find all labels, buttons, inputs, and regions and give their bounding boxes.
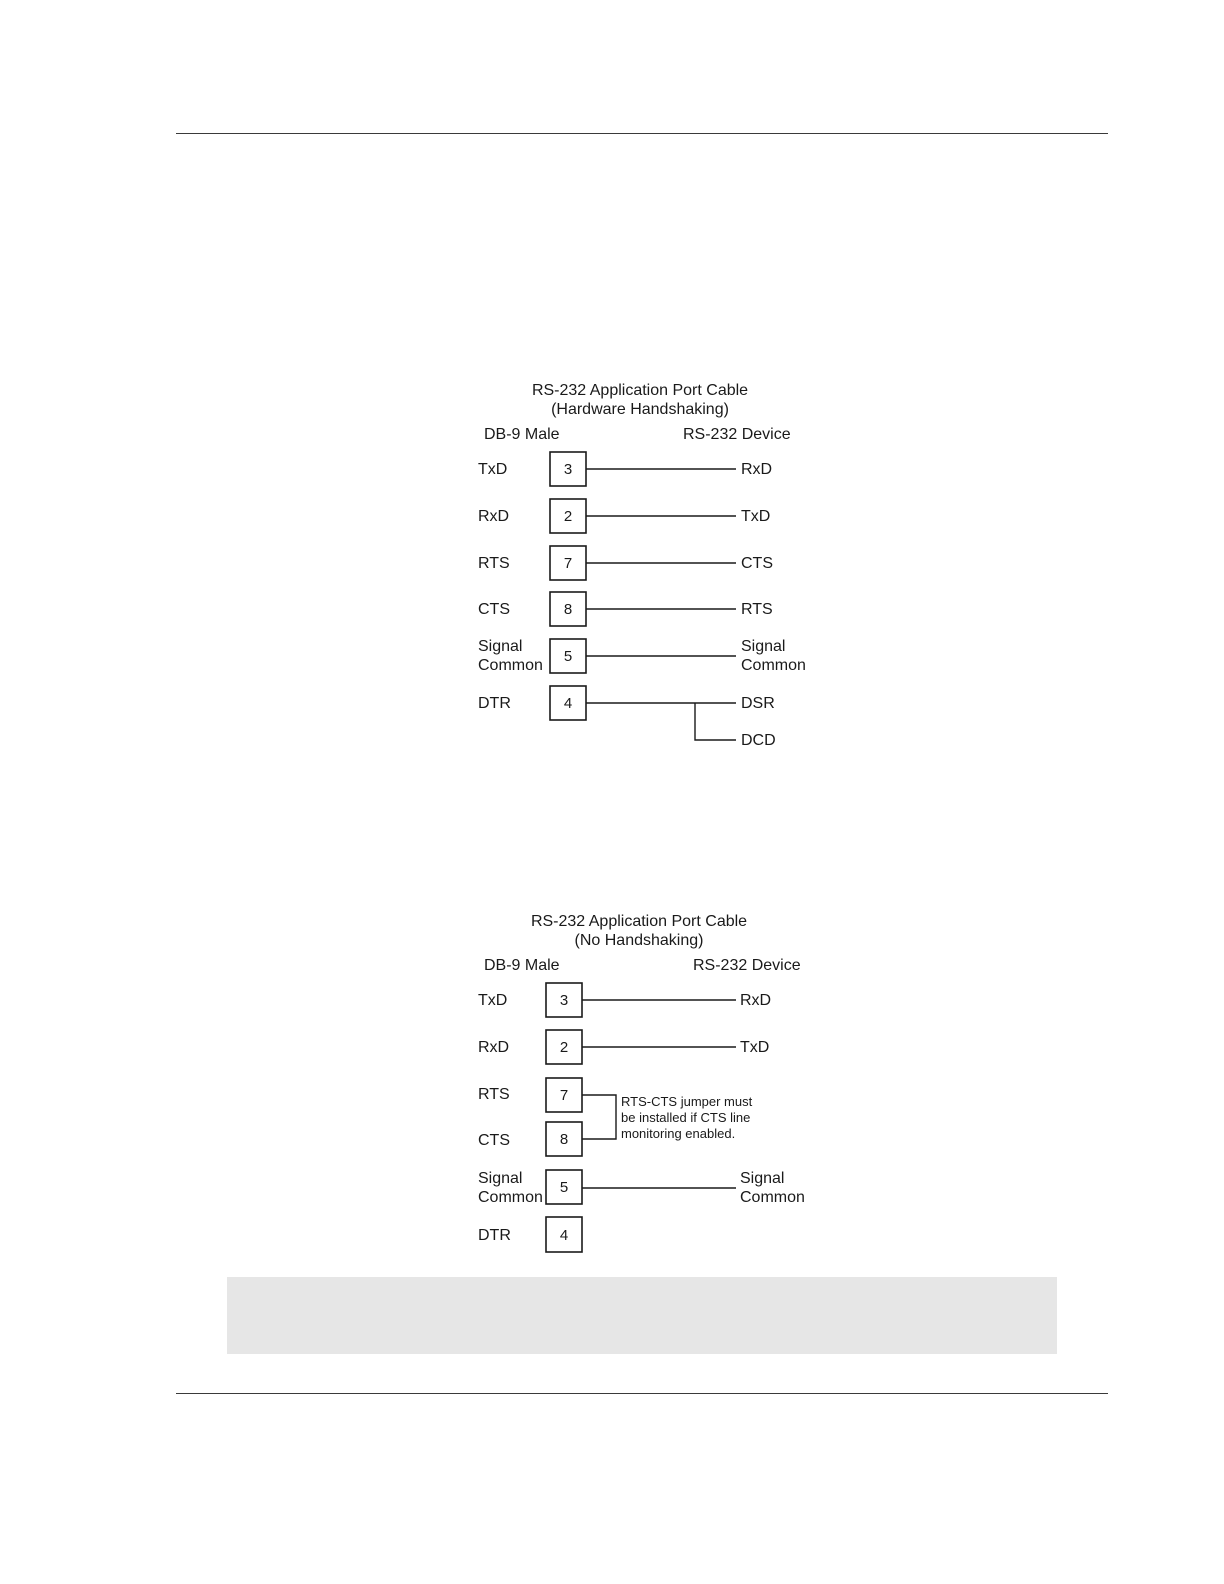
d2-pin-number: 5 [559,1179,569,1196]
d1-right-label-txd: TxD [741,508,771,525]
d1-branch-wire [695,703,736,740]
d1-right-label-cts: CTS [741,555,773,572]
d2-left-label-txd: TxD [478,992,508,1009]
diagram-no-handshaking [478,913,805,1252]
diagram2-left-header: DB-9 Male [484,957,560,974]
d1-right-label-rxd: RxD [741,461,773,478]
diagram2-subtitle: (No Handshaking) [574,932,704,949]
diagram1-right-header: RS-232 Device [683,426,791,443]
d2-right-label-signal: Signal [740,1170,785,1187]
diagram2-right-header: RS-232 Device [693,957,801,974]
diagram1-title: RS-232 Application Port Cable [531,382,749,399]
d1-pin-number: 8 [563,601,573,618]
d1-left-label-rts: RTS [478,555,510,572]
d2-jumper-note-line1: RTS-CTS jumper must [621,1094,753,1109]
d2-left-label-common: Common [478,1189,543,1206]
d1-left-label-signal: Signal [478,638,523,655]
d2-right-label-txd: TxD [740,1039,770,1056]
d1-left-label-txd: TxD [478,461,508,478]
footer-rule [176,1393,1108,1394]
d2-pin-number: 8 [559,1131,569,1148]
note-box [227,1277,1057,1354]
d2-pin-number: 4 [559,1227,569,1244]
d1-right-label-common: Common [741,657,806,674]
d2-jumper-wire [582,1095,616,1139]
d1-pin-number: 3 [563,461,573,478]
diagram1-left-header: DB-9 Male [484,426,560,443]
d1-left-label-cts: CTS [478,601,510,618]
d2-left-label-rts: RTS [478,1086,510,1103]
d2-pin-number: 2 [559,1039,569,1056]
d2-left-label-signal: Signal [478,1170,523,1187]
d2-pin-number: 3 [559,992,569,1009]
d2-right-label-common: Common [740,1189,805,1206]
d2-jumper-note-line3: monitoring enabled. [621,1126,736,1141]
d2-left-label-dtr: DTR [478,1227,511,1244]
d1-right-label-signal: Signal [741,638,786,655]
d1-pin-number: 2 [563,508,573,525]
d1-left-label-rxd: RxD [478,508,510,525]
d1-pin-number: 5 [563,648,573,665]
d2-pin-number: 7 [559,1087,569,1104]
d1-right-label-dcd: DCD [741,732,776,749]
d1-right-label-dsr: DSR [741,695,775,712]
d2-left-label-cts: CTS [478,1132,510,1149]
d1-pin-number: 4 [563,695,573,712]
diagram1-subtitle: (Hardware Handshaking) [551,401,729,418]
diagram2-title: RS-232 Application Port Cable [530,913,748,930]
d1-left-label-dtr: DTR [478,695,511,712]
diagram-hardware-handshaking [478,382,806,749]
d2-right-label-rxd: RxD [740,992,772,1009]
d1-pin-number: 7 [563,555,573,572]
d1-right-label-rts: RTS [741,601,773,618]
d1-left-label-common: Common [478,657,543,674]
d2-jumper-note-line2: be installed if CTS line [621,1110,751,1125]
d2-left-label-rxd: RxD [478,1039,510,1056]
